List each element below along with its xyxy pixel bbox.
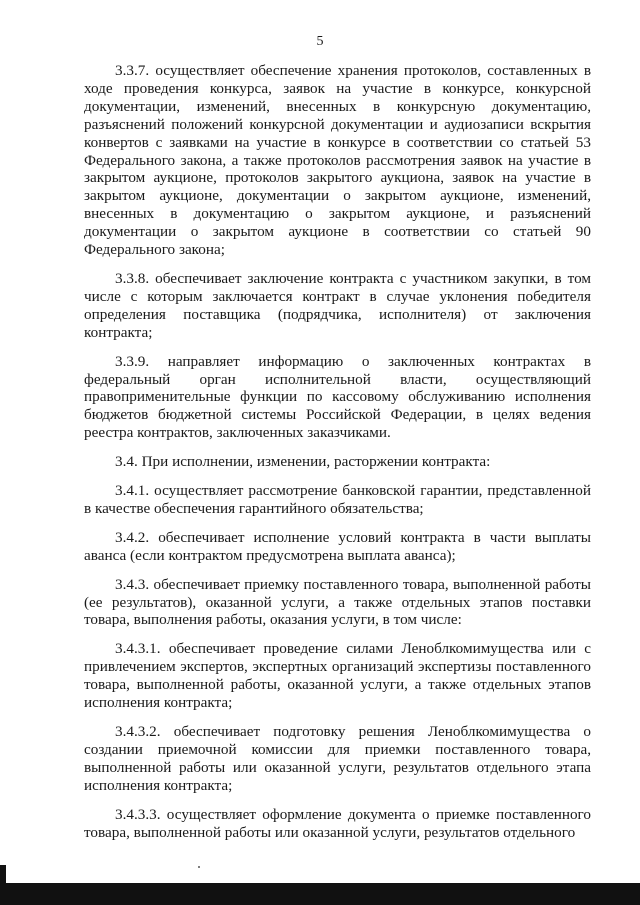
paragraph-3-3-8: 3.3.8. обеспечивает заключение контракта с участником закупки, в том числе с которым заключается контракт в случае уклонения победителя определения поставщика (подрядчика, исполнителя) от заключения контракта; <box>84 269 591 341</box>
paragraph-3-4-3-1: 3.4.3.1. обеспечивает проведение силами Леноблкомимущества или с привлечением экспертов, экспертных организаций экспертизы поставленного товара, выполненной работы, оказанной услуги, а также отдельных этапов исполнения контракта; <box>84 640 591 712</box>
paragraph-3-4-1: 3.4.1. осуществляет рассмотрение банковской гарантии, представленной в качестве обеспечения гарантийного обязательства; <box>84 482 591 517</box>
document-body <box>84 62 591 841</box>
page-number: 5 <box>316 34 324 49</box>
paragraph-3-4-3-2: 3.4.3.2. обеспечивает подготовку решения Леноблкомимущества о создании приемочной комиссии для приемки поставленного товара, выполненной работы или оказанной услуги, результатов отдельного этапа исполнения контракта; <box>84 723 591 794</box>
scan-edge-left <box>0 865 6 883</box>
scan-speck <box>198 866 200 868</box>
paragraph-3-4: 3.4. При исполнении, изменении, расторжении контракта: <box>115 453 491 471</box>
paragraph-3-4-3: 3.4.3. обеспечивает приемку поставленного товара, выполненной работы (ее результатов), оказанной услуги, а также отдельных этапов поставки товара, выполнения работы, оказания услуги, в том числе: <box>84 575 591 629</box>
paragraph-3-4-2: 3.4.2. обеспечивает исполнение условий контракта в части выплаты аванса (если контрактом предусмотрена выплата аванса); <box>84 528 591 564</box>
paragraph-3-3-9: 3.3.9. направляет информацию о заключенных контрактах в федеральный орган исполнительной власти, осуществляющий правоприменительные функции по кассовому обслуживанию исполнения бюджетов бюджетной системы Российской Федерации, в целях ведения реестра контрактов, заключенных заказчиками. <box>84 352 591 442</box>
scan-bottom-edge <box>0 883 640 905</box>
paragraph-3-3-7: 3.3.7. осуществляет обеспечение хранения протоколов, составленных в ходе проведения конкурса, заявок на участие в конкурсе, конкурсной документации, изменений, внесенных в конкурсную документацию, разъяснений положений конкурсной документации и аудиозаписи вскрытия конвертов с заявками на участие в конкурсе в соответствии со статьей 53 Федерального закона, а также протоколов рассмотрения заявок на участие в закрытом аукционе, протоколов закрытого аукциона, заявок на участие в закрытом аукционе, документации о закрытом аукционе, изменений, внесенных в документацию о закрытом аукционе, и разъяснений документации о закрытом аукционе в соответствии со статьей 90 Федерального закона; <box>84 62 591 259</box>
paragraph-3-4-3-3: 3.4.3.3. осуществляет оформление документа о приемке поставленного товара, выполненной работы или оказанной услуги, результатов отдельного <box>84 805 591 841</box>
